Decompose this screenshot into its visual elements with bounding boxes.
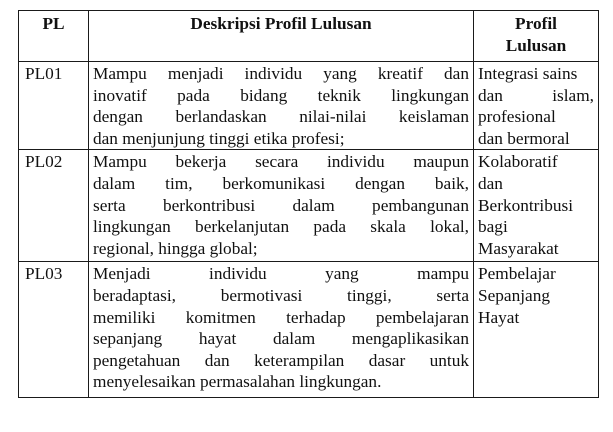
- description-line: regional, hingga global;: [93, 238, 258, 258]
- table-row: [19, 262, 599, 398]
- profile-line: Kolaboratif: [478, 152, 558, 172]
- description-line: Menjadi individu yang mampu: [93, 264, 469, 284]
- profile-line: Berkontribusi: [478, 195, 574, 215]
- header-deskripsi: Deskripsi Profil Lulusan: [89, 11, 474, 62]
- profile-line: bagi: [478, 217, 508, 237]
- description-line: sepanjang hayat dalam mengaplikasikan: [93, 329, 469, 349]
- table-row: [19, 150, 599, 262]
- description-line: dan menjunjung tinggi etika profesi;: [93, 128, 345, 148]
- profile-name: [474, 150, 599, 262]
- header-profil-line2: Lulusan: [505, 35, 567, 55]
- description-line: inovatif pada bidang teknik lingkungan: [93, 85, 469, 105]
- profile-line: Pembelajar: [478, 264, 556, 284]
- profile-line: dan: [478, 173, 503, 193]
- description-line: menyelesaikan permasalahan lingkungan.: [93, 372, 382, 392]
- profile-name: [474, 262, 599, 398]
- header-profil: [474, 11, 599, 62]
- description-line: beradaptasi, bermotivasi tinggi, serta: [93, 285, 469, 305]
- profile-line: Masyarakat: [478, 238, 559, 258]
- profile-name: [474, 62, 599, 150]
- profile-line: Hayat: [478, 307, 520, 327]
- header-profil-line1: Profil: [515, 14, 557, 33]
- pl-code: PL01: [19, 62, 89, 150]
- table-row: [19, 62, 599, 150]
- profile-line: dan bermoral: [478, 128, 570, 148]
- description-line: lingkungan berkelanjutan pada skala lokal,: [93, 217, 469, 237]
- pl-code: PL03: [19, 262, 89, 398]
- profile-line: Sepanjang: [478, 285, 550, 305]
- pl-code: PL02: [19, 150, 89, 262]
- description-line: dalam tim, berkomunikasi dengan baik,: [93, 173, 469, 193]
- profile-line: Integrasi sains: [478, 64, 578, 83]
- description-line: pengetahuan dan keterampilan dasar untuk: [93, 350, 469, 370]
- profile-description: [89, 150, 474, 262]
- profile-line: profesional: [478, 107, 556, 127]
- description-line: dengan berlandaskan nilai-nilai keislaman: [93, 107, 469, 127]
- description-line: Mampu menjadi individu yang kreatif dan: [93, 64, 469, 83]
- description-line: memiliki komitmen terhadap pembelajaran: [93, 307, 469, 327]
- description-line: serta berkontribusi dalam pembangunan: [93, 195, 469, 215]
- profil-lulusan-table: [18, 10, 599, 398]
- header-pl: PL: [19, 11, 89, 62]
- header-row: [19, 11, 599, 62]
- description-line: Mampu bekerja secara individu maupun: [93, 152, 469, 172]
- profile-line: dan islam,: [478, 85, 594, 105]
- profile-description: [89, 262, 474, 398]
- profile-description: [89, 62, 474, 150]
